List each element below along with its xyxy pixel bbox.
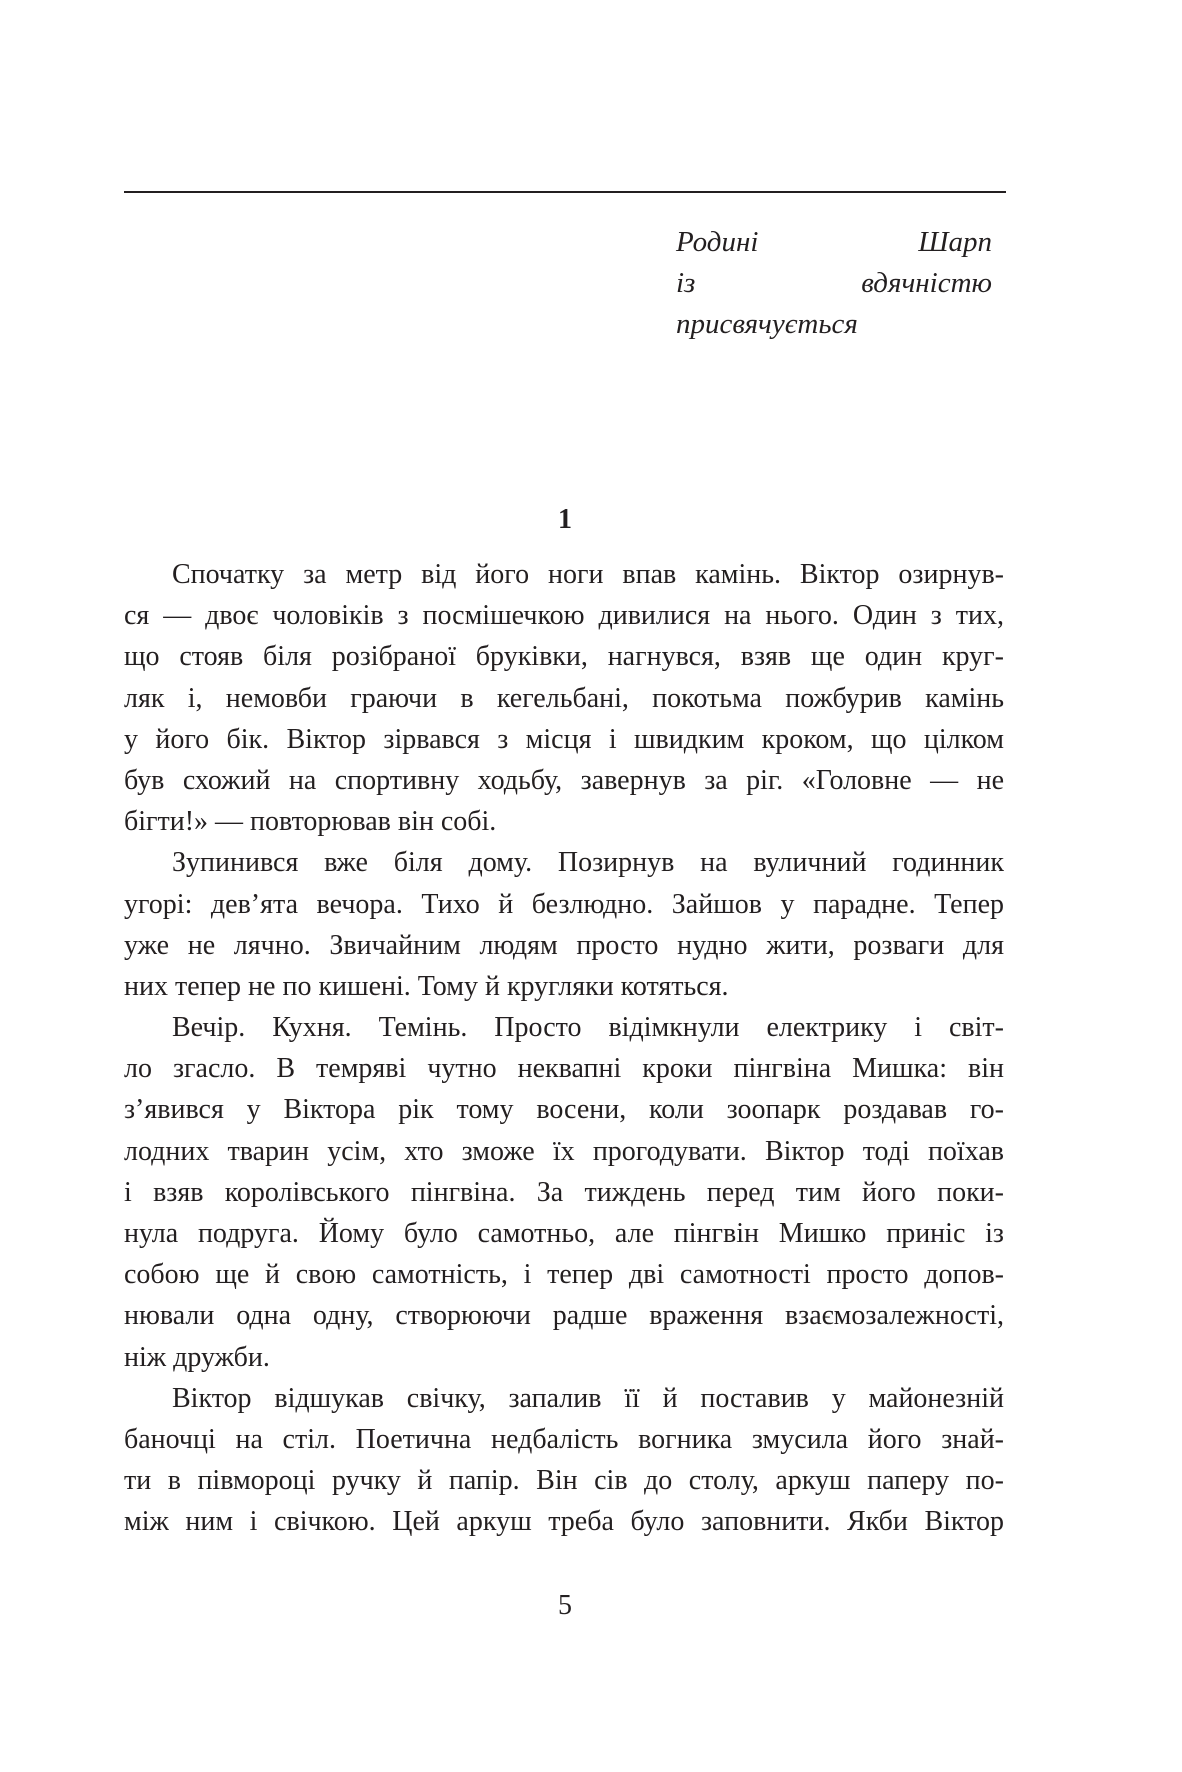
- text-line: баночці на стіл. Поетична недбалість вогника змусила його знай-: [124, 1423, 1004, 1455]
- text-line: ніж дружби.: [124, 1341, 270, 1373]
- paragraph-1: [124, 554, 1004, 842]
- dedication-line: Родині Шарп: [676, 226, 992, 258]
- text-line: між ним і свічкою. Цей аркуш треба було заповнити. Якби Віктор: [124, 1506, 1004, 1538]
- text-line: Спочатку за метр від його ноги впав камінь. Віктор озирнув-: [172, 559, 1004, 590]
- text-line: ло згасло. В темряві чутно неквапні кроки пінгвіна Мишка: він: [124, 1053, 1004, 1085]
- text-line: нула подруга. Йому було самотньо, але пінгвін Мишко приніс із: [124, 1218, 1004, 1249]
- text-line: Вечір. Кухня. Темінь. Просто відімкнули електрику і світ-: [172, 1012, 1004, 1044]
- text-line: з’явився у Віктора рік тому восени, коли зоопарк роздавав го-: [124, 1094, 1004, 1126]
- text-line: Зупинився вже біля дому. Позирнув на вуличний годинник: [172, 847, 1004, 879]
- text-line: ляк і, немовби граючи в кегельбані, покотьма пожбурив камінь: [124, 682, 1004, 714]
- dedication-line: із вдячністю: [676, 267, 992, 300]
- dedication-line: присвячується: [676, 308, 858, 341]
- text-line: уже не лячно. Звичайним людям просто нудно жити, розваги для: [124, 929, 1004, 961]
- text-line: Віктор відшукав свічку, запалив її й поставив у майонезній: [172, 1382, 1004, 1414]
- paragraph-4: [124, 1378, 1004, 1543]
- top-rule: [124, 191, 1006, 193]
- chapter-number: 1: [558, 504, 572, 535]
- page-number: 5: [558, 1590, 572, 1621]
- dedication: [612, 220, 992, 344]
- text-line: і взяв королівського пінгвіна. За тиждень перед тим його поки-: [124, 1176, 1004, 1208]
- text-line: був схожий на спортивну ходьбу, завернув за ріг. «Головне — не: [124, 764, 1004, 796]
- text-line: нювали одна одну, створюючи радше враження взаємозалежності,: [124, 1300, 1004, 1332]
- text-line: у його бік. Віктор зірвався з місця і швидким кроком, що цілком: [124, 723, 1004, 755]
- text-line: них тепер не по кишені. Тому й кругляки котяться.: [124, 970, 729, 1002]
- text-line: ся — двоє чоловіків з посмішечкою дивилися на нього. Один з тих,: [124, 600, 1004, 632]
- text-line: бігти!» — повторював він собі.: [124, 806, 497, 838]
- text-line: собою ще й свою самотність, і тепер дві самотності просто допов-: [124, 1259, 1004, 1291]
- text-line: що стояв біля розібраної бруківки, нагнувся, взяв ще один круг-: [124, 641, 1004, 673]
- text-line: угорі: дев’ята вечора. Тихо й безлюдно. Зайшов у парадне. Тепер: [124, 888, 1004, 920]
- text-line: лодних тварин усім, хто зможе їх прогодувати. Віктор тоді поїхав: [124, 1135, 1004, 1167]
- chapter-body: [124, 554, 1004, 1543]
- paragraph-3: [124, 1007, 1004, 1378]
- paragraph-2: [124, 842, 1004, 1007]
- text-line: ти в півмороці ручку й папір. Він сів до столу, аркуш паперу по-: [124, 1465, 1004, 1497]
